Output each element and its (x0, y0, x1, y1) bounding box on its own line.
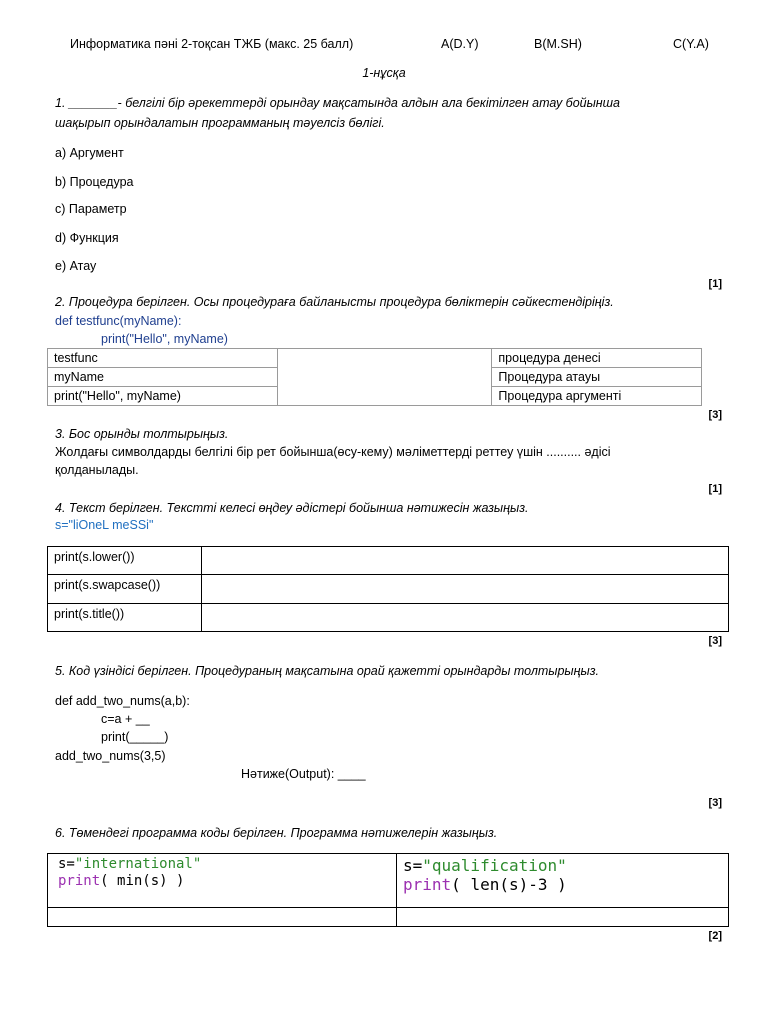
q5-score: [3] (708, 797, 722, 809)
q4-text: 4. Текст берілген. Текстті келесі өңдеу әдістері бойынша нәтижесін жазыңыз. (55, 501, 529, 515)
q2-right-cell: Процедура атауы (492, 368, 702, 387)
q4-answer-cell[interactable] (202, 547, 729, 575)
q6-left-var: s= (58, 856, 75, 872)
q2-left-cell: testfunc (48, 349, 278, 368)
q2-code-line1: def testfunc(myName): (55, 314, 182, 328)
q1-option-b: b) Процедура (55, 175, 134, 189)
q5-text: 5. Код үзіндісі берілген. Процедураның мақсатына орай қажетті орындарды толтырыңыз. (55, 664, 599, 678)
q6-code-left (48, 854, 397, 908)
q3-score: [1] (708, 483, 722, 495)
column-c-label: C(Y.A) (673, 37, 709, 51)
q3-text-line1: Жолдағы символдарды белгілі бір рет бойынша(өсу-кему) мәліметтерді реттеу үшін .......... әдісі (55, 445, 611, 459)
q6-code-table (47, 853, 729, 927)
q5-code-line3: print(_____) (101, 730, 169, 744)
q2-text: 2. Процедура берілген. Осы процедураға байланысты процедура бөліктерін сәйкестендіріңіз. (55, 295, 614, 309)
q1-score: [1] (708, 278, 722, 290)
q4-string: s="liOneL meSSi" (55, 518, 154, 532)
q3-text-line2: қолданылады. (55, 463, 139, 477)
q5-code-line2: c=a + __ (101, 712, 150, 726)
column-b-label: B(M.SH) (534, 37, 582, 51)
q5-code-line1: def add_two_nums(a,b): (55, 694, 190, 708)
q5-output: Нәтиже(Output): ____ (241, 767, 366, 781)
q4-answer-cell[interactable] (202, 604, 729, 632)
q6-right-print: print (403, 875, 452, 894)
q1-option-d: d) Функция (55, 231, 119, 245)
q2-matching-table (47, 348, 702, 406)
q6-score: [2] (708, 930, 722, 942)
exam-title: Информатика пәні 2-тоқсан ТЖБ (макс. 25 балл) (70, 37, 354, 51)
q2-left-cell: myName (48, 368, 278, 387)
q2-score: [3] (708, 409, 722, 421)
q4-score: [3] (708, 635, 722, 647)
variant-label: 1-нұсқа (362, 66, 406, 80)
q6-left-call: ( min(s) ) (100, 873, 185, 889)
q3-title: 3. Бос орынды толтырыңыз. (55, 427, 229, 441)
column-a-label: A(D.Y) (441, 37, 479, 51)
q6-right-string: "qualification" (422, 856, 567, 875)
q2-code-line2: print("Hello", myName) (101, 332, 228, 346)
q1-text-line1: 1. _______- белгілі бір әрекеттерді орындау мақсатында алдын ала бекітілген атау бойынша (55, 96, 621, 110)
q1-text-line2: шақырып орындалатын программаның тәуелсіз бөлігі. (55, 116, 385, 130)
q2-right-cell: Процедура аргументі (492, 387, 702, 406)
q2-middle-cell (277, 349, 492, 406)
q2-right-cell: процедура денесі (492, 349, 702, 368)
q6-answer-left[interactable] (48, 908, 397, 927)
q4-method-cell: print(s.lower()) (48, 547, 202, 575)
q1-option-c: c) Параметр (55, 202, 127, 216)
q1-option-a: a) Аргумент (55, 146, 124, 160)
q6-answer-right[interactable] (397, 908, 729, 927)
q6-text: 6. Төмендегі программа коды берілген. Программа нәтижелерін жазыңыз. (55, 826, 498, 840)
q6-right-var: s= (403, 856, 423, 875)
q6-left-print: print (58, 873, 101, 889)
q6-code-right (397, 854, 729, 908)
q6-right-call: ( len(s)-3 ) (451, 875, 567, 894)
q1-option-e: e) Атау (55, 259, 97, 273)
q4-method-cell: print(s.swapcase()) (48, 575, 202, 604)
q2-left-cell: print("Hello", myName) (48, 387, 278, 406)
q4-answer-table (47, 546, 729, 632)
q5-code-line4: add_two_nums(3,5) (55, 749, 166, 763)
q4-answer-cell[interactable] (202, 575, 729, 604)
q4-method-cell: print(s.title()) (48, 604, 202, 632)
q6-left-string: "international" (74, 856, 202, 872)
